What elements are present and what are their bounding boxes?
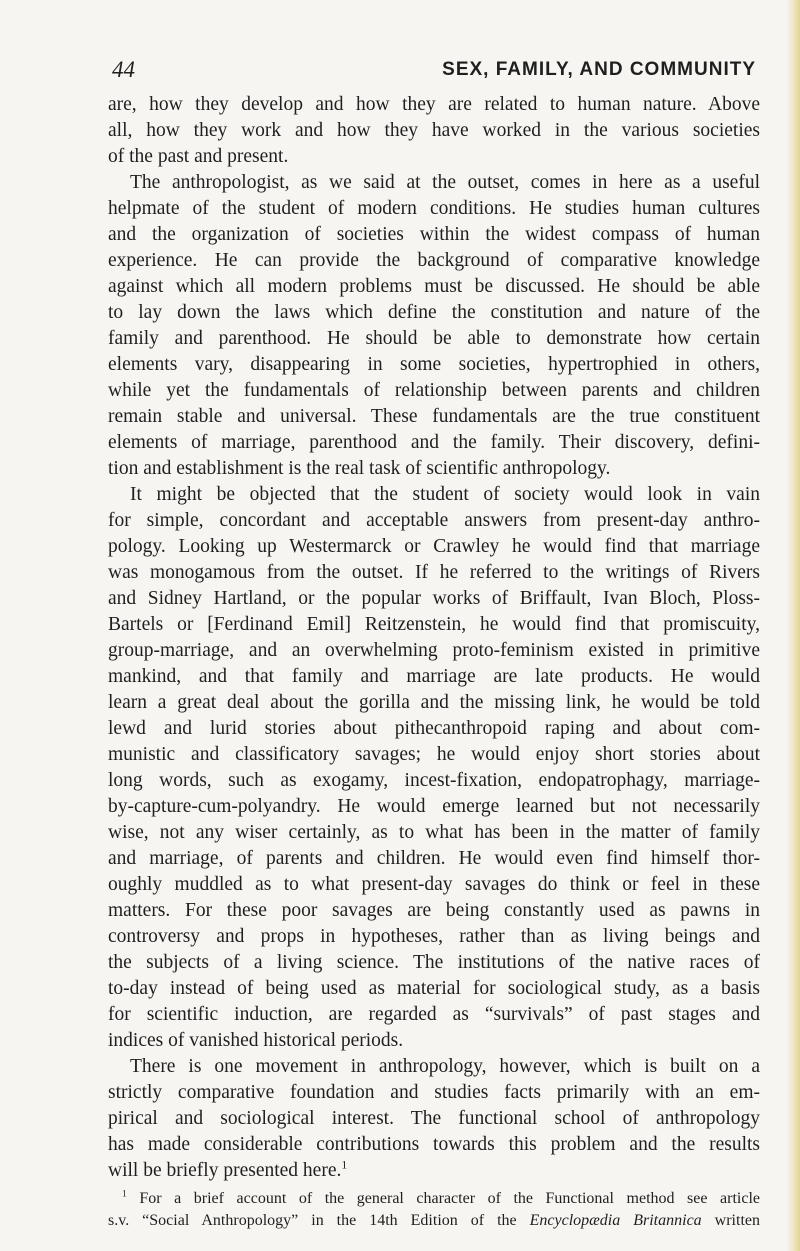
text-line: [108, 768, 760, 794]
footnote-line: [108, 1210, 760, 1232]
text-line-content: of the past and present.: [108, 146, 289, 167]
text-line-content: tion and establishment is the real task of scientific anthropology.: [108, 458, 611, 479]
text-line: [108, 326, 760, 352]
text-line: [108, 196, 760, 222]
text-line: [108, 274, 760, 300]
text-line-content: elements vary, disappearing in some societies, hypertrophied in others,: [108, 354, 760, 375]
text-line: [108, 560, 760, 586]
text-line: [108, 456, 760, 482]
text-line: [108, 742, 760, 768]
text-line-content: learn a great deal about the gorilla and the missing link, he would be told: [108, 692, 760, 713]
text-line: [108, 898, 760, 924]
text-line-content: are, how they develop and how they are related to human nature. Above: [108, 94, 760, 115]
text-line-content: strictly comparative foundation and studies facts primarily with an em-: [108, 1082, 760, 1103]
text-line: [108, 1054, 760, 1080]
text-line-content: and marriage, of parents and children. He would even find himself thor-: [108, 848, 760, 869]
text-line-content: will be briefly presented here.: [108, 1160, 342, 1181]
text-line-content: and Sidney Hartland, or the popular works of Briffault, Ivan Bloch, Ploss-: [108, 588, 760, 609]
text-line-content: The anthropologist, as we said at the outset, comes in here as a useful: [130, 172, 760, 193]
text-line: [108, 1028, 760, 1054]
text-line-content: group-marriage, and an overwhelming proto-feminism existed in primitive: [108, 640, 760, 661]
text-line-content: elements of marriage, parenthood and the family. Their discovery, defini-: [108, 432, 760, 453]
text-line-content: all, how they work and how they have worked in the various societies: [108, 120, 760, 141]
text-line-content: against which all modern problems must be discussed. He should be able: [108, 276, 760, 297]
text-line: [108, 404, 760, 430]
text-line-content: family and parenthood. He should be able to demonstrate how certain: [108, 328, 760, 349]
footnote-text: s.v. “Social Anthropology” in the 14th Edition of the: [108, 1212, 530, 1229]
text-line-content: controversy and props in hypotheses, rather than as living beings and: [108, 926, 760, 947]
text-line-content: while yet the fundamentals of relationship between parents and children: [108, 380, 760, 401]
text-line: [108, 222, 760, 248]
text-line: [108, 1132, 760, 1158]
text-line: [108, 872, 760, 898]
text-line: [108, 1158, 760, 1184]
text-line-content: long words, such as exogamy, incest-fixation, endopatrophagy, marriage-: [108, 770, 760, 791]
text-line-content: was monogamous from the outset. If he referred to the writings of Rivers: [108, 562, 760, 583]
text-line-content: wise, not any wiser certainly, as to what has been in the matter of family: [108, 822, 760, 843]
text-line: [108, 378, 760, 404]
text-line-content: pology. Looking up Westermarck or Crawley he would find that marriage: [108, 536, 760, 557]
text-line: [108, 118, 760, 144]
footnote-reference: 1: [341, 1158, 348, 1172]
text-line: [108, 794, 760, 820]
footnote-text: For a brief account of the general character of the Functional method see article: [139, 1190, 760, 1207]
body-text: [108, 92, 760, 1232]
footnote-line: [108, 1188, 760, 1210]
page-header: [112, 57, 756, 87]
text-line-content: to lay down the laws which define the constitution and nature of the: [108, 302, 760, 323]
text-line-content: helpmate of the student of modern conditions. He studies human cultures: [108, 198, 760, 219]
text-line-content: by-capture-cum-polyandry. He would emerge learned but not necessarily: [108, 796, 760, 817]
text-line: [108, 482, 760, 508]
text-line-content: It might be objected that the student of society would look in vain: [130, 484, 760, 505]
text-line-content: experience. He can provide the background of comparative knowledge: [108, 250, 760, 271]
text-line: [108, 300, 760, 326]
text-line: [108, 144, 760, 170]
text-line-content: There is one movement in anthropology, however, which is built on a: [130, 1056, 760, 1077]
text-line-content: for simple, concordant and acceptable answers from present-day anthro-: [108, 510, 760, 531]
text-line: [108, 1080, 760, 1106]
running-head: SEX, FAMILY, AND COMMUNITY: [442, 59, 756, 80]
text-line-content: to-day instead of being used as material for sociological study, as a basis: [108, 978, 760, 999]
text-line-content: the subjects of a living science. The institutions of the native races of: [108, 952, 760, 973]
footnote-marker: 1: [122, 1188, 127, 1200]
text-line-content: munistic and classificatory savages; he would enjoy short stories about: [108, 744, 760, 765]
text-line: [108, 690, 760, 716]
text-line: [108, 352, 760, 378]
text-line: [108, 430, 760, 456]
text-line-content: and the organization of societies within the widest compass of human: [108, 224, 760, 245]
text-line-content: indices of vanished historical periods.: [108, 1030, 404, 1051]
text-line-content: matters. For these poor savages are being constantly used as pawns in: [108, 900, 760, 921]
text-line: [108, 638, 760, 664]
footnote-text: written: [701, 1212, 760, 1229]
text-line: [108, 612, 760, 638]
page-number: 44: [112, 57, 135, 82]
text-line-content: lewd and lurid stories about pithecanthropoid raping and about com-: [108, 718, 760, 739]
text-line-content: Bartels or [Ferdinand Emil] Reitzenstein, he would find that promiscuity,: [108, 614, 760, 635]
text-line: [108, 820, 760, 846]
text-line: [108, 976, 760, 1002]
text-line: [108, 716, 760, 742]
text-line: [108, 534, 760, 560]
text-line: [108, 586, 760, 612]
encyclopaedia-title: Encyclopædia Britannica: [529, 1212, 702, 1229]
text-line: [108, 846, 760, 872]
text-line: [108, 92, 760, 118]
text-line-content: for scientific induction, are regarded as “survivals” of past stages and: [108, 1004, 760, 1025]
text-line: [108, 950, 760, 976]
text-line-content: oughly muddled as to what present-day savages do think or feel in these: [108, 874, 760, 895]
text-line: [108, 248, 760, 274]
text-line-content: mankind, and that family and marriage are late products. He would: [108, 666, 760, 687]
text-line: [108, 1002, 760, 1028]
text-line: [108, 170, 760, 196]
text-line-content: has made considerable contributions towards this problem and the results: [108, 1134, 760, 1155]
footnote: [108, 1188, 760, 1232]
paragraph-lines: [108, 92, 760, 1184]
text-line: [108, 1106, 760, 1132]
text-line: [108, 664, 760, 690]
text-line-content: remain stable and universal. These fundamentals are the true constituent: [108, 406, 760, 427]
text-line-content: pirical and sociological interest. The functional school of anthropology: [108, 1108, 760, 1129]
text-line: [108, 508, 760, 534]
page-edge: [786, 0, 800, 1251]
text-line: [108, 924, 760, 950]
